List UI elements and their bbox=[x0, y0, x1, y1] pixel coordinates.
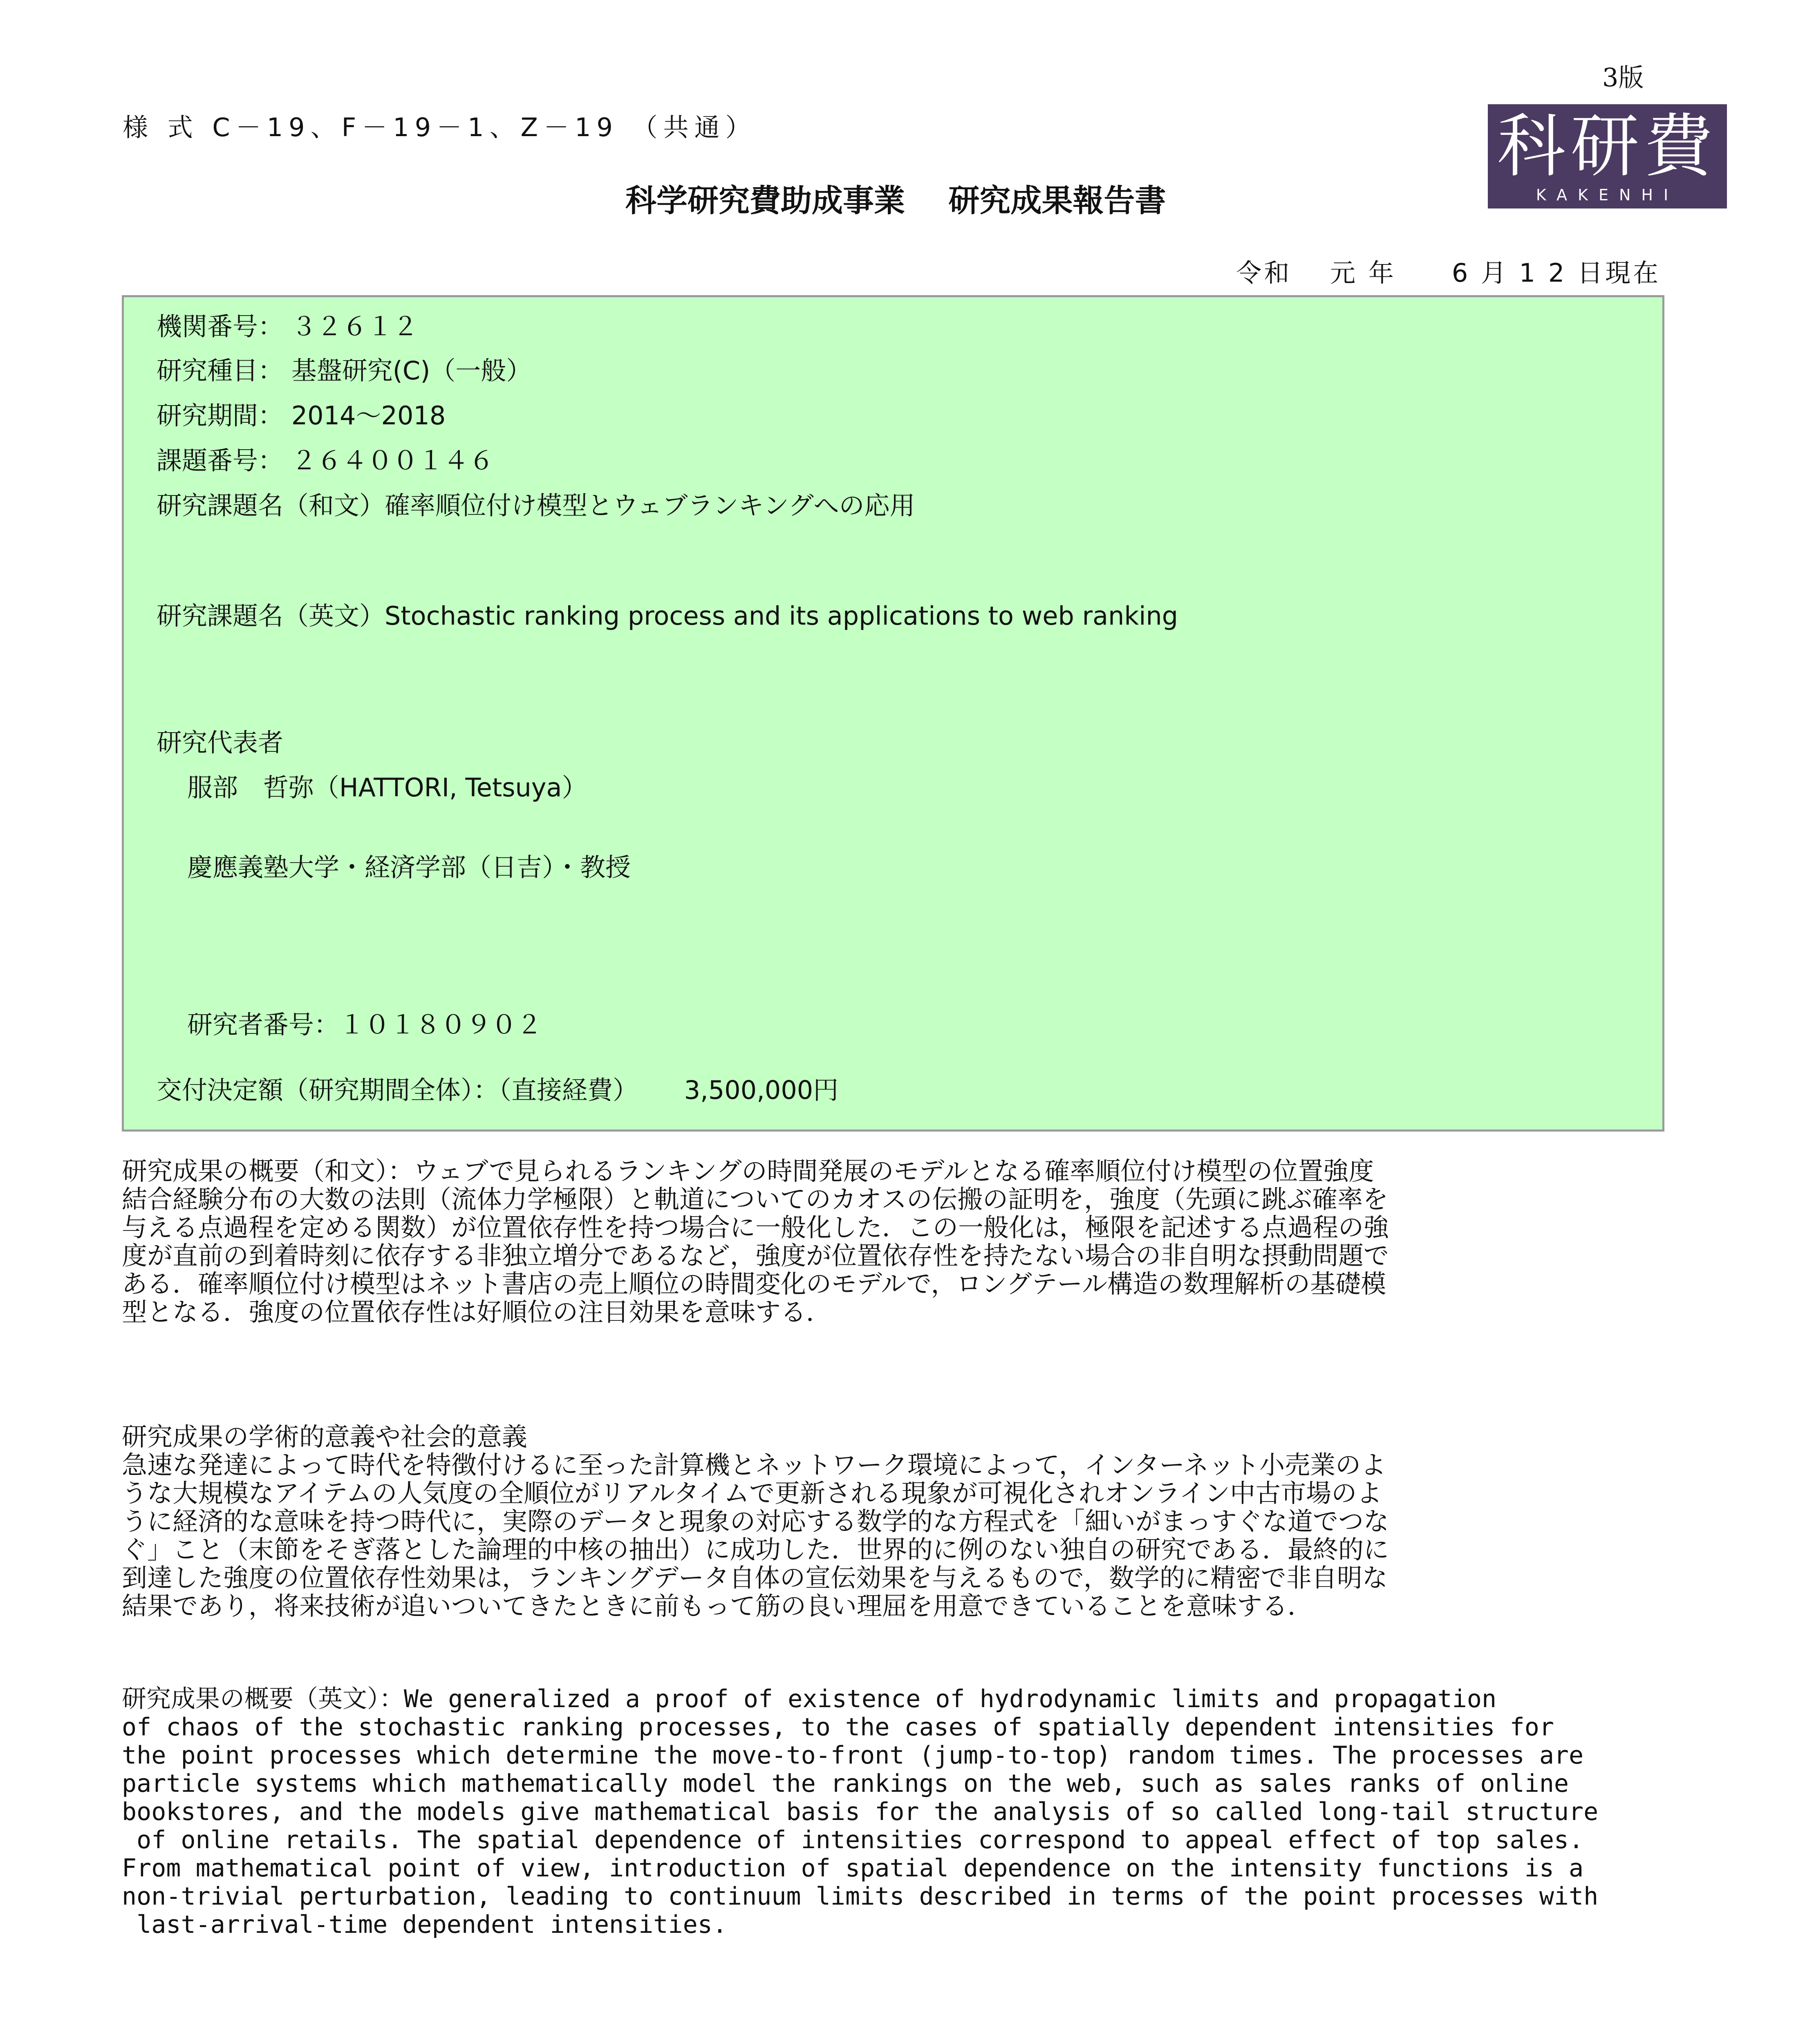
kakenhi-logo bbox=[1488, 104, 1727, 208]
grant-amount: 交付決定額（研究期間全体）：（直接経費） 3,500,000円 bbox=[157, 1075, 839, 1105]
project-info-box bbox=[122, 295, 1664, 1132]
logo-text: 科研費 bbox=[1497, 106, 1718, 186]
research-period: 研究期間： 2014～2018 bbox=[157, 401, 446, 430]
significance-section: 研究成果の学術的意義や社会的意義 急速な発達によって時代を特徴付けるに至った計算機とネットワーク環境によって，インターネット小売業のよ うな大規模なアイテムの人気度の全順位がリアルタイムで更新される現象が可視化されオンライン中古市場のよ うに経済的な意味を持つ時代に，実際のデータと現象の対応する数学的な方程式を「細いがまっすぐな道でつな ぐ」こと（末節をそぎ落とした論理的中核の抽出）に成功した．世界的に例のない独自の研究である．最終的に 到達した強度の位置依存性効果は，ランキングデータ自体の宣伝効果を与えるもので，数学的に精密で非自明な 結果であり，将来技術が追いついてきたときに前もって筋の良い理屈を用意できていることを意味する． bbox=[122, 1422, 1389, 1621]
representative-affiliation: 慶應義塾大学・経済学部（日吉）・教授 bbox=[187, 852, 631, 882]
abstract-ja: 研究成果の概要（和文）：ウェブで見られるランキングの時間発展のモデルとなる確率順位付け模型の位置強度 結合経験分布の大数の法則（流体力学極限）と軌道についてのカオスの伝搬の証明を，強度（先頭に跳ぶ確率を 与える点過程を定める関数）が位置依存性を持つ場合に一般化した．この一般化は，極限を記述する点過程の強 度が直前の到着時刻に依存する非独立増分であるなど，強度が位置依存性を持たない場合の非自明な摂動問題で ある．確率順位付け模型はネット書店の売上順位の時間変化のモデルで，ロングテール構造の数理解析の基礎模 型となる．強度の位置依存性は好順位の注目効果を意味する． bbox=[122, 1156, 1389, 1327]
version-label: 3版 bbox=[1602, 63, 1644, 92]
representative-label: 研究代表者 bbox=[157, 728, 284, 758]
research-category: 研究種目： 基盤研究(C)（一般） bbox=[157, 356, 532, 385]
representative-name: 服部 哲弥（HATTORI, Tetsuya） bbox=[187, 773, 587, 802]
report-date: 令和 元 年 6 月 1 2 日現在 bbox=[1236, 258, 1661, 288]
institution-number: 機関番号： ３２６１２ bbox=[157, 312, 418, 341]
report-title: 科学研究費助成事業 研究成果報告書 bbox=[625, 182, 1166, 219]
logo-subtext: KAKENHI bbox=[1536, 186, 1679, 204]
abstract-en: 研究成果の概要（英文）：We generalized a proof of existence of hydrodynamic limits and propagation of chaos of the stochastic ranking processes, to the cases of spatially dependent intensities for the point processes which determine the move-to-front (jump-to-top) random times. The processes are particle systems which mathematically model the rankings on the web, such as sales ranks of online bookstores, and the models give mathematical basis for the analysis of so called long-tail structure of online retails. The spatial dependence of intensities correspond to appeal effect of top sales. From mathematical point of view, introduction of spatial dependence on the intensity functions is a non-trivial perturbation, leading to continuum limits described in terms of the point processes with last-arrival-time dependent intensities. bbox=[122, 1685, 1599, 1939]
project-number: 課題番号： ２６４００１４６ bbox=[157, 446, 494, 475]
project-title-ja: 研究課題名（和文）確率順位付け模型とウェブランキングへの応用 bbox=[157, 491, 915, 520]
researcher-number: 研究者番号：１０１８０９０２ bbox=[187, 1010, 542, 1040]
form-number: 様 式 C－19、F－19－1、Z－19 （共通） bbox=[123, 112, 757, 142]
project-title-en: 研究課題名（英文）Stochastic ranking process and its applications to web ranking bbox=[157, 601, 1178, 631]
